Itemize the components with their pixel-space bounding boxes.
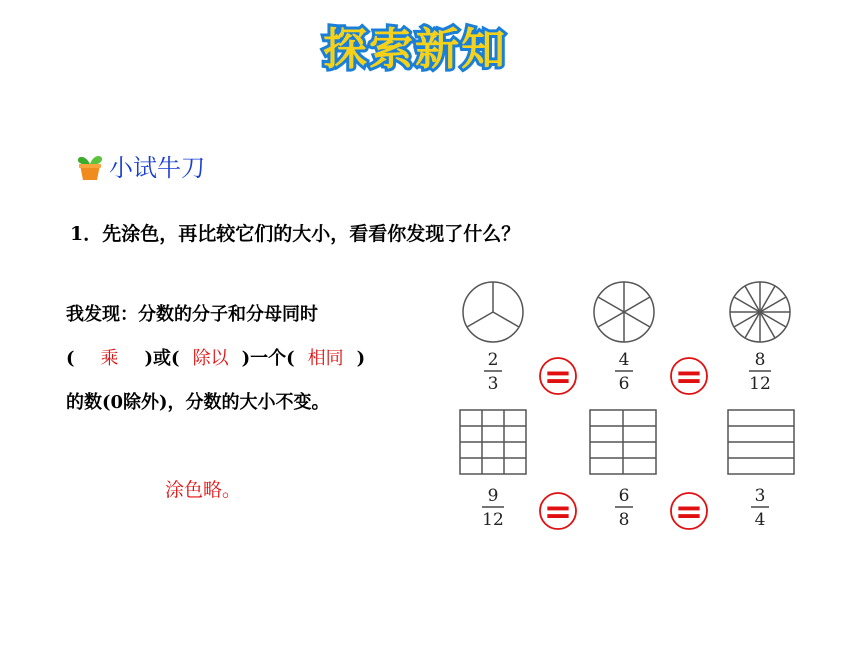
answer-note: 涂色略。: [165, 479, 242, 501]
fraction-figure: [440, 275, 820, 545]
equals-circle-3: [540, 492, 576, 532]
numerator: 3: [754, 486, 766, 506]
equals-sign: =: [674, 492, 704, 532]
circle-twelfths: [730, 282, 790, 342]
fraction-4-6: [615, 350, 633, 394]
fraction-9-12: [482, 486, 504, 530]
circle-sixths: [594, 282, 654, 342]
numerator: 8: [754, 350, 766, 370]
bracket-close-3: ): [356, 348, 366, 369]
discovery-text: [66, 293, 426, 425]
numerator: 4: [618, 350, 630, 370]
denominator: 12: [749, 374, 771, 394]
numerator: 6: [618, 486, 630, 506]
numerator: 2: [487, 350, 499, 370]
title-text-outline: 探索新知: [323, 24, 507, 75]
denominator: 4: [754, 510, 766, 530]
bracket-close-yige: )一个(: [241, 348, 295, 369]
question-text: 1．先涂色，再比较它们的大小，看看你发现了什么？: [70, 223, 521, 245]
equals-circle-2: [671, 357, 707, 397]
discovery-line-3: 的数(0除外)，分数的大小不变。: [66, 392, 330, 413]
fraction-3-4: [751, 486, 769, 530]
answer-divide: 除以: [192, 348, 229, 369]
section-heading: [75, 148, 205, 183]
rect-eighths: [590, 410, 656, 474]
sprout-pot-icon: [75, 150, 105, 182]
section-label: 小试牛刀: [109, 154, 205, 182]
fraction-6-8: [615, 486, 633, 530]
equals-sign: =: [674, 357, 704, 397]
equals-circle-1: [540, 357, 576, 397]
fraction-8-12: [749, 350, 771, 394]
numerator: 9: [487, 486, 499, 506]
denominator: 12: [482, 510, 504, 530]
answer-same: 相同: [307, 348, 344, 369]
circle-thirds: [463, 282, 523, 342]
denominator: 3: [487, 374, 499, 394]
equals-sign: =: [543, 492, 573, 532]
bracket-open-1: (: [66, 348, 75, 369]
answer-multiply: 乘: [100, 348, 119, 369]
equals-sign: =: [543, 357, 573, 397]
discovery-line-2: [66, 337, 426, 381]
page-title: [290, 18, 540, 76]
discovery-line-1: 我发现：分数的分子和分母同时: [66, 304, 318, 325]
denominator: 8: [618, 510, 630, 530]
equals-circle-4: [671, 492, 707, 532]
denominator: 6: [618, 374, 630, 394]
fraction-2-3: [484, 350, 502, 394]
bracket-close-or: )或(: [144, 348, 180, 369]
rect-twelfths: [460, 410, 526, 474]
rect-fourths: [728, 410, 794, 474]
